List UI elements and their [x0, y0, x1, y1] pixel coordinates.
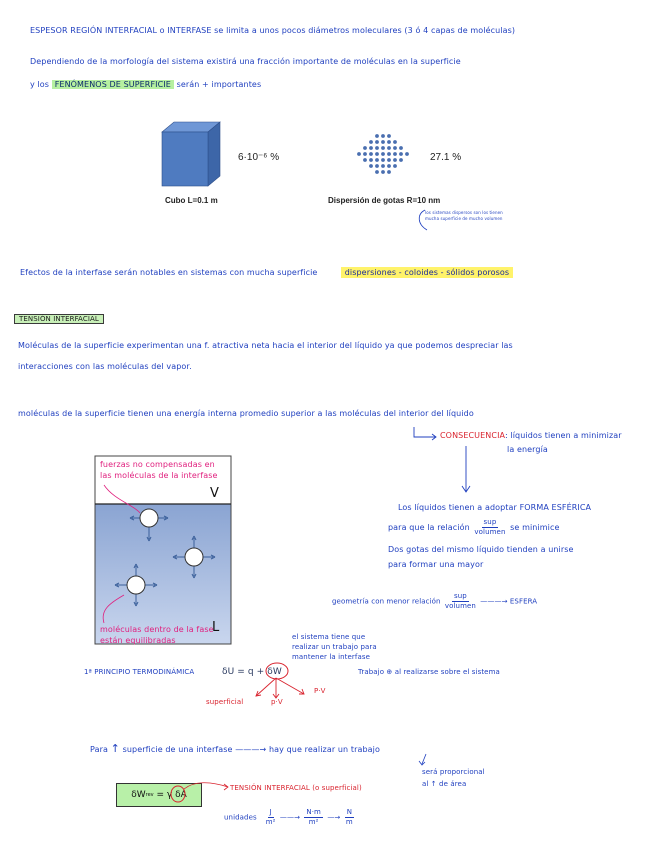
work-note-4: Trabajo ⊕ al realizarse sobre el sistema [358, 668, 500, 676]
droplet [381, 158, 385, 162]
droplet [363, 146, 367, 150]
molecule-bulk-left-circle [127, 576, 145, 594]
droplet [381, 134, 385, 138]
ratio-line [388, 518, 560, 537]
droplet [369, 152, 373, 156]
consequence-text-1: : líquidos tienen a minimizar [504, 431, 622, 440]
ratio-num: sup [483, 518, 497, 526]
cube-illustration [160, 120, 230, 190]
up-arrow: ↑ [110, 742, 120, 755]
geometry-post: ESFERA [509, 597, 538, 606]
unit-2-num: N·m [306, 808, 321, 816]
drops-merge-line: Dos gotas del mismo líquido tienden a unirse [388, 545, 574, 554]
proportional-2: al ↑ de área [422, 780, 467, 788]
droplet [369, 146, 373, 150]
liquid-region [95, 504, 231, 644]
bottom-pre: Para [90, 745, 108, 754]
droplet [375, 158, 379, 162]
droplet [381, 164, 385, 168]
droplet [399, 146, 403, 150]
consequence-label: CONSECUENCIA [440, 431, 505, 440]
ratio-den: volumen [474, 528, 506, 536]
work-note [292, 632, 377, 662]
effects-highlight: dispersiones - coloides - sólidos porosos [341, 267, 513, 278]
droplet [375, 146, 379, 150]
formula-sub: rev [145, 792, 154, 798]
section-title-box: TENSIÓN INTERFACIAL [14, 314, 104, 324]
unit-arrow-1: ——→ [279, 813, 301, 822]
droplet [381, 146, 385, 150]
droplet [393, 146, 397, 150]
droplet [375, 152, 379, 156]
consequence-line [440, 431, 622, 440]
ratio-pre: para que la relación [388, 523, 470, 532]
intro-line-1: ESPESOR REGIÓN INTERFACIAL o INTERFASE se limita a unos pocos diámetros moleculares (3 ó 4 capas de moléculas) [30, 26, 516, 35]
gamma-circle [170, 781, 236, 807]
units-label: unidades [224, 813, 257, 822]
bottom-line [90, 742, 380, 755]
unit-arrow-2: —→ [327, 813, 341, 822]
droplet [405, 152, 409, 156]
intro-line-3-post: serán + importantes [176, 80, 262, 89]
work-note-3: mantener la interfase [292, 653, 371, 661]
surface-phenomena-highlight: FENÓMENOS DE SUPERFICIE [52, 80, 174, 89]
droplet [387, 158, 391, 162]
section-p1-line2: interacciones con las moléculas del vapor. [18, 362, 192, 371]
cube-side-face [208, 122, 220, 186]
droplet [369, 158, 373, 162]
droplet [363, 158, 367, 162]
intro-line-3 [30, 80, 261, 89]
bottom-mid: superficie de una interfase [122, 745, 233, 754]
phase-v-label: V [210, 486, 219, 501]
droplet [381, 152, 385, 156]
unit-3-num: N [346, 808, 353, 816]
tension-label: TENSIÓN INTERFACIAL (o superficial) [230, 784, 362, 792]
proportional-hook [416, 752, 430, 768]
droplet [387, 170, 391, 174]
consequence-hook [410, 425, 440, 445]
molecule-bulk-right-circle [185, 548, 203, 566]
droplet [393, 158, 397, 162]
drops-value: 27.1 % [430, 152, 462, 163]
droplet [399, 158, 403, 162]
droplet [393, 140, 397, 144]
cube-value: 6·10⁻⁶ % [238, 152, 280, 163]
droplet [369, 140, 373, 144]
note-curl [415, 208, 429, 232]
work-note-2: realizar un trabajo para [292, 643, 377, 651]
drops-note: los sistemas dispersos son los tienen mucha superficie de mucho volumen [425, 210, 503, 221]
unit-2 [304, 808, 323, 827]
section-p2: moléculas de la superficie tienen una energía interna promedio superior a las moléculas del interior del líquido [18, 409, 474, 418]
diagram-label-top: fuerzas no compensadas en las moléculas de la interfase [100, 460, 218, 480]
down-arrow [460, 446, 472, 496]
molecule-surface-circle [140, 509, 158, 527]
unit-2-den: m² [308, 818, 319, 826]
drops-caption: Dispersión de gotas R=10 nm [328, 196, 441, 205]
geometry-fraction [445, 592, 476, 611]
geometry-den: volumen [444, 602, 476, 610]
formula-lhs: δW [131, 790, 146, 800]
geometry-pre: geometría con menor relación [332, 597, 441, 606]
droplet [363, 152, 367, 156]
droplet [369, 164, 373, 168]
work-note-1: el sistema tiene que [292, 633, 366, 641]
geometry-line [332, 592, 537, 611]
spherical-shape-line: Los líquidos tienen a adoptar FORMA ESFÉRICA [398, 503, 592, 512]
cube-front-face [162, 132, 208, 186]
unit-3 [345, 808, 354, 827]
effects-line [20, 268, 513, 277]
cube-caption: Cubo L=0.1 m [165, 196, 218, 205]
droplet [375, 134, 379, 138]
branch-right: P·V [314, 687, 326, 695]
bottom-arrow: ———→ [235, 745, 267, 754]
droplet [399, 152, 403, 156]
droplet [381, 170, 385, 174]
droplet [375, 164, 379, 168]
intro-line-3-pre: y los [30, 80, 50, 89]
droplet [381, 140, 385, 144]
energy-equation: δU = q + δW [222, 667, 282, 677]
unit-3-den: m [345, 818, 353, 826]
droplet [375, 140, 379, 144]
droplet [387, 152, 391, 156]
proportional-1: será proporcional [422, 768, 485, 776]
drops-merge-line-2: para formar una mayor [388, 560, 484, 569]
intro-line-2: Dependiendo de la morfología del sistema existirá una fracción importante de moléculas en la superficie [30, 57, 461, 66]
branch-left: superficial [206, 698, 244, 706]
consequence-text-2: la energía [507, 445, 548, 454]
diagram-label-bottom: moléculas dentro de la fase están equilibradas [100, 625, 214, 645]
droplet [357, 152, 361, 156]
droplet [387, 146, 391, 150]
droplet [387, 134, 391, 138]
geometry-num: sup [454, 592, 467, 600]
formula-rhs: = γ δA [156, 790, 187, 800]
section-title [14, 315, 104, 323]
phase-diagram [94, 455, 234, 645]
droplet [387, 164, 391, 168]
ratio-post: se minimice [510, 523, 560, 532]
droplet [393, 164, 397, 168]
phase-l-label: L [212, 620, 220, 635]
branch-mid: p·V [271, 698, 283, 706]
unit-1-num: J [269, 808, 272, 816]
unit-1-den: m² [265, 818, 276, 826]
geometry-arrow: ———→ [480, 597, 508, 606]
section-p1-line1: Moléculas de la superficie experimentan una f. atractiva neta hacia el interior del líquido ya que podemos despreciar las [18, 341, 513, 350]
first-law-label: 1ª PRINCIPIO TERMODINÁMICA [84, 668, 195, 676]
droplet [393, 152, 397, 156]
bottom-post: hay que realizar un trabajo [268, 745, 380, 754]
droplet [387, 140, 391, 144]
ratio-fraction [474, 518, 505, 537]
units-line [224, 808, 356, 827]
effects-text: Efectos de la interfase serán notables en sistemas con mucha superficie [20, 268, 318, 277]
unit-1 [266, 808, 276, 827]
droplet [375, 170, 379, 174]
droplet-dispersion-illustration [355, 130, 415, 180]
